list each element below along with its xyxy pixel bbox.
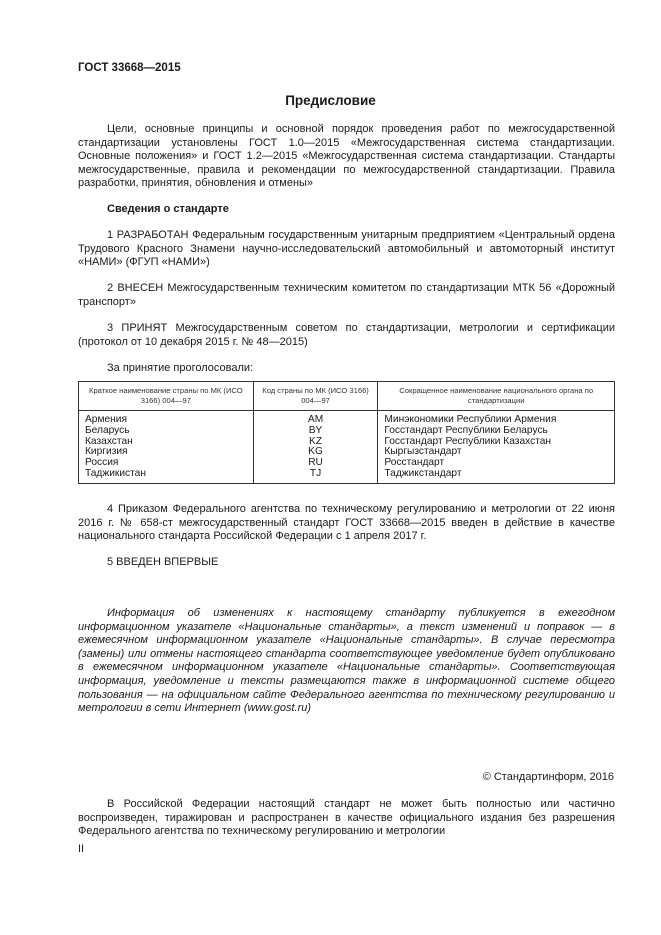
- country-codes-cell: AM BY KZ KG RU TJ: [253, 411, 378, 484]
- page-number: II: [78, 843, 85, 855]
- item-adopted: 3 ПРИНЯТ Межгосударственным советом по стандартизации, метрологии и сертификации (протокол от 10 декабря 2015 г. № 48—2015): [78, 322, 615, 348]
- standards-bodies-cell: Минэкономики Республики Армения Госстандарт Республики Беларусь Госстандарт Республики Казахстан Кыргызстандарт Росстандарт Таджикстандарт: [378, 411, 615, 484]
- column-header-code: Код страны по МК (ИСО 3166) 004—97: [253, 382, 378, 411]
- column-header-country: Краткое наименование страны по МК (ИСО 3166) 004—97: [79, 382, 254, 411]
- intro-paragraph: Цели, основные принципы и основной порядок проведения работ по межгосударственной стандартизации установлены ГОСТ 1.0—2015 «Межгосударственная система стандартизации. Основные положения» и ГОСТ 1.2—2015 «Межгосударственная система стандартизации. Стандарты межгосударственные, правила и рекомендации по межгосударственной стандартизации. Правила разработки, принятия, обновления и отмены»: [78, 123, 615, 190]
- notice-paragraph: Информация об изменениях к настоящему стандарту публикуется в ежегодном информационном указателе «Национальные стандарты», а текст изменений и поправок — в ежемесячном информационном указателе «Национальные стандарты». В случае пересмотра (замены) или отмены настоящего стандарта соответствующее уведомление будет опубликовано в ежемесячном информационном указателе «Национальные стандарты». Соответствующая информация, уведомление и тексты размещаются также в информационной системе общего пользования — на официальном сайте Федерального агентства по техническому регулированию и метрологии в сети Интернет (www.gost.ru): [78, 607, 615, 715]
- item-submitted: 2 ВНЕСЕН Межгосударственным техническим комитетом по стандартизации МТК 56 «Дорожный транспорт»: [78, 282, 615, 308]
- item-developed: 1 РАЗРАБОТАН Федеральным государственным унитарным предприятием «Центральный ордена Трудового Красного Знамени научно-исследовательский автомобильный и автомоторный институт «НАМИ» (ФГУП «НАМИ»): [78, 229, 615, 269]
- table-row: [79, 411, 615, 484]
- item-first-introduced: 5 ВВЕДЕН ВПЕРВЫЕ: [107, 556, 219, 568]
- rights-paragraph: В Российской Федерации настоящий стандарт не может быть полностью или частично воспроизведен, тиражирован и распространен в качестве официального издания без разрешения Федерального агентства по техническому регулированию и метрологии: [78, 798, 615, 838]
- document-code-header: ГОСТ 33668—2015: [78, 62, 181, 74]
- page-title: Предисловие: [285, 93, 376, 108]
- country-names-cell: Армения Беларусь Казахстан Киргизия Россия Таджикистан: [79, 411, 254, 484]
- copyright-line: © Стандартинформ, 2016: [482, 771, 614, 783]
- voting-table: [78, 381, 615, 484]
- vote-label: За принятие проголосовали:: [107, 362, 254, 374]
- info-heading: Сведения о стандарте: [107, 203, 229, 215]
- table-header-row: [79, 382, 615, 411]
- column-header-org: Сокращенное наименование национального органа по стандартизации: [378, 382, 615, 411]
- item-enacted: 4 Приказом Федерального агентства по техническому регулированию и метрологии от 22 июня 2016 г. № 658-ст межгосударственный стандарт ГОСТ 33668—2015 введен в действие в качестве национального стандарта Российской Федерации с 1 апреля 2017 г.: [78, 503, 615, 543]
